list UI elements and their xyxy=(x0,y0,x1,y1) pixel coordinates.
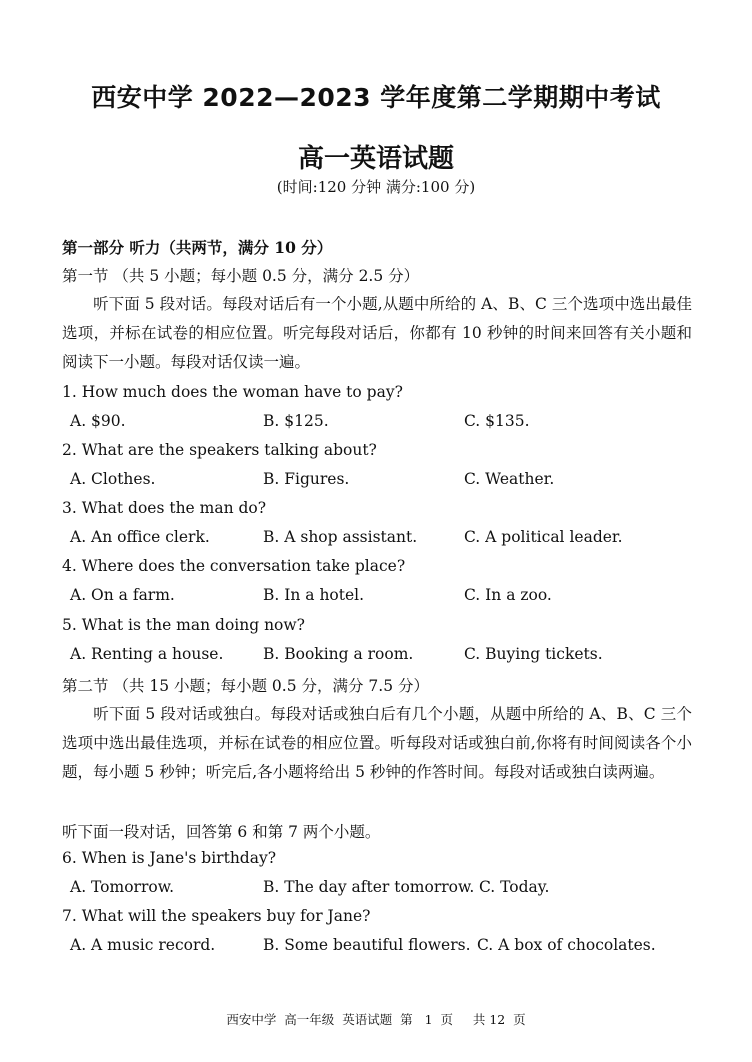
q3-option-a: A. An office clerk. xyxy=(70,528,210,546)
question-1: 1. How much does the woman have to pay? xyxy=(62,383,403,401)
question-7: 7. What will the speakers buy for Jane? xyxy=(62,907,371,925)
q2-option-c: C. Weather. xyxy=(464,470,555,488)
exam-subtitle: 高一英语试题 xyxy=(297,144,454,174)
q6-option-c: C. Today. xyxy=(479,878,550,896)
question-3: 3. What does the man do? xyxy=(62,499,267,517)
time-info: (时间:120 分钟 满分:100 分) xyxy=(276,178,476,196)
q6-option-a: A. Tomorrow. xyxy=(70,878,175,896)
q2-option-a: A. Clothes. xyxy=(70,470,156,488)
q4-option-b: B. In a hotel. xyxy=(263,586,365,604)
section1-instructions xyxy=(62,290,692,377)
q1-option-a: A. $90. xyxy=(70,412,126,430)
q7-option-b: B. Some beautiful flowers. xyxy=(263,936,471,954)
q5-option-b: B. Booking a room. xyxy=(263,645,414,663)
q1-option-b: B. $125. xyxy=(263,412,329,430)
group-note: 听下面一段对话，回答第 6 和第 7 两个小题。 xyxy=(62,823,381,841)
question-5: 5. What is the man doing now? xyxy=(62,616,305,634)
q2-option-b: B. Figures. xyxy=(263,470,350,488)
question-4: 4. Where does the conversation take place? xyxy=(62,557,406,575)
section1-heading: 第一节 （共 5 小题；每小题 0.5 分，满分 2.5 分） xyxy=(62,267,420,285)
question-2: 2. What are the speakers talking about? xyxy=(62,441,377,459)
q4-option-c: C. In a zoo. xyxy=(464,586,552,604)
question-6: 6. When is Jane's birthday? xyxy=(62,849,277,867)
page-footer: 西安中学 高一年级 英语试题 第 1 页 共 12 页 xyxy=(226,1012,526,1027)
q7-option-c: C. A box of chocolates. xyxy=(477,936,656,954)
section2-instructions xyxy=(62,700,692,787)
q4-option-a: A. On a farm. xyxy=(70,586,175,604)
exam-title: 西安中学 2022—2023 学年度第二学期期中考试 xyxy=(91,83,661,112)
q3-option-c: C. A political leader. xyxy=(464,528,623,546)
section1-instructions-text: 听下面 5 段对话。每段对话后有一个小题,从题中所给的 A、B、C 三个选项中选出最佳选项，并标在试卷的相应位置。听完每段对话后，你都有 10 秒钟的时间来回答有关小题和阅读下一小题。每段对话仅读一遍。 xyxy=(62,295,692,371)
q5-option-a: A. Renting a house. xyxy=(70,645,224,663)
q3-option-b: B. A shop assistant. xyxy=(263,528,418,546)
section2-heading: 第二节 （共 15 小题；每小题 0.5 分，满分 7.5 分） xyxy=(62,677,430,695)
q5-option-c: C. Buying tickets. xyxy=(464,645,603,663)
section2-instructions-text: 听下面 5 段对话或独白。每段对话或独白后有几个小题，从题中所给的 A、B、C 三个选项中选出最佳选项，并标在试卷的相应位置。听每段对话或独白前,你将有时间阅读各个小题，每小题 5 秒钟；听完后,各小题将给出 5 秒钟的作答时间。每段对话或独白读两遍。 xyxy=(62,705,692,781)
q7-option-a: A. A music record. xyxy=(70,936,216,954)
q6-option-b: B. The day after tomorrow. xyxy=(263,878,475,896)
q1-option-c: C. $135. xyxy=(464,412,530,430)
part1-heading: 第一部分 听力（共两节，满分 10 分） xyxy=(62,238,333,257)
